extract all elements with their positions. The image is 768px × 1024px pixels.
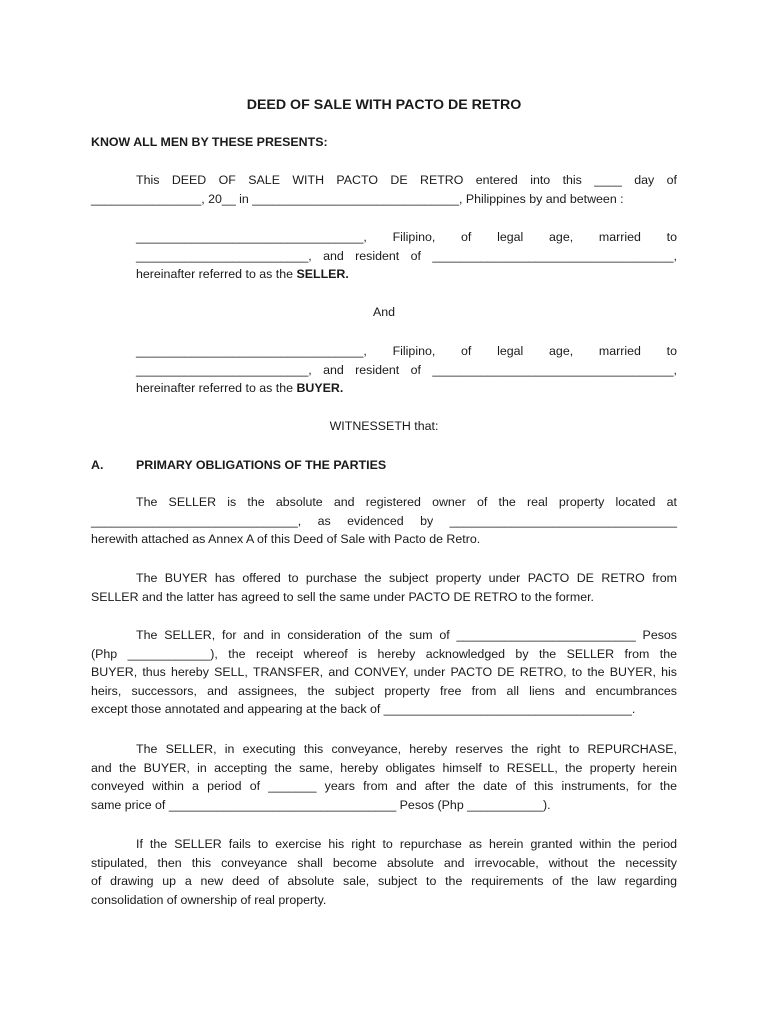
buyer-line-2: _________________________, and resident of ___________________________________, [136, 362, 677, 377]
buyer-role: BUYER. [296, 381, 344, 396]
section-a-title: PRIMARY OBLIGATIONS OF THE PARTIES [136, 458, 387, 472]
know-all-heading: KNOW ALL MEN BY THESE PRESENTS: [91, 135, 328, 149]
and-separator: And [372, 305, 396, 319]
paragraph-failure: If the SELLER fails to exercise his right to repurchase as herein granted within the period stipulated, then this conveyance shall become absolute and irrevocable, without the necessity of drawing up a new deed of absolute sale, subject to the requirements of the law regarding consolidation of ownership of real property. [91, 837, 677, 907]
seller-line-2: _________________________, and resident of ___________________________________, [136, 248, 677, 263]
section-a-letter: A. [91, 458, 104, 472]
intro-paragraph [91, 171, 677, 208]
paragraph-consideration: The SELLER, for and in consideration of the sum of __________________________ Pesos (Php ____________), the receipt whereof is hereby acknowledged by the SELLER from the BUYER, thus hereby SELL, TRANSFER, and CONVEY, under PACTO DE RETRO, to the BUYER, his heirs, successors, and assignees, the subject property free from all liens and encumbrances except those annotated and appearing at the back of ____________________________________. [91, 628, 677, 717]
paragraph-repurchase: The SELLER, in executing this conveyance, hereby reserves the right to REPURCHASE, and the BUYER, in accepting the same, hereby obligates himself to RESELL, the property herein conveyed within a period of _______ years from and after the date of this instruments, for the same price of _________________________________ Pesos (Php ___________). [91, 742, 677, 812]
intro-line-2: ________________, 20__ in ______________________________, Philippines by and between : [91, 191, 624, 206]
document-title: DEED OF SALE WITH PACTO DE RETRO [246, 97, 522, 113]
seller-line-3: hereinafter referred to as the SELLER. [136, 267, 349, 282]
paragraph-offer: The BUYER has offered to purchase the subject property under PACTO DE RETRO from SELLER and the latter has agreed to sell the same under PACTO DE RETRO to the former. [91, 571, 677, 604]
intro-line-1: This DEED OF SALE WITH PACTO DE RETRO entered into this ____ day of [136, 173, 677, 187]
seller-role: SELLER. [296, 267, 349, 282]
seller-block [136, 228, 677, 284]
witnesseth-heading: WITNESSETH that: [329, 419, 439, 433]
paragraph-ownership: The SELLER is the absolute and registered owner of the real property located at ______________________________, as evidenced by _________________________________ herewith attached as Annex A of this Deed of Sale with Pacto de Retro. [91, 495, 677, 547]
buyer-block [136, 342, 677, 398]
buyer-line-3: hereinafter referred to as the BUYER. [136, 381, 344, 396]
seller-line-1: _________________________________, Filipino, of legal age, married to [136, 230, 677, 244]
buyer-line-1: _________________________________, Filipino, of legal age, married to [136, 344, 677, 358]
